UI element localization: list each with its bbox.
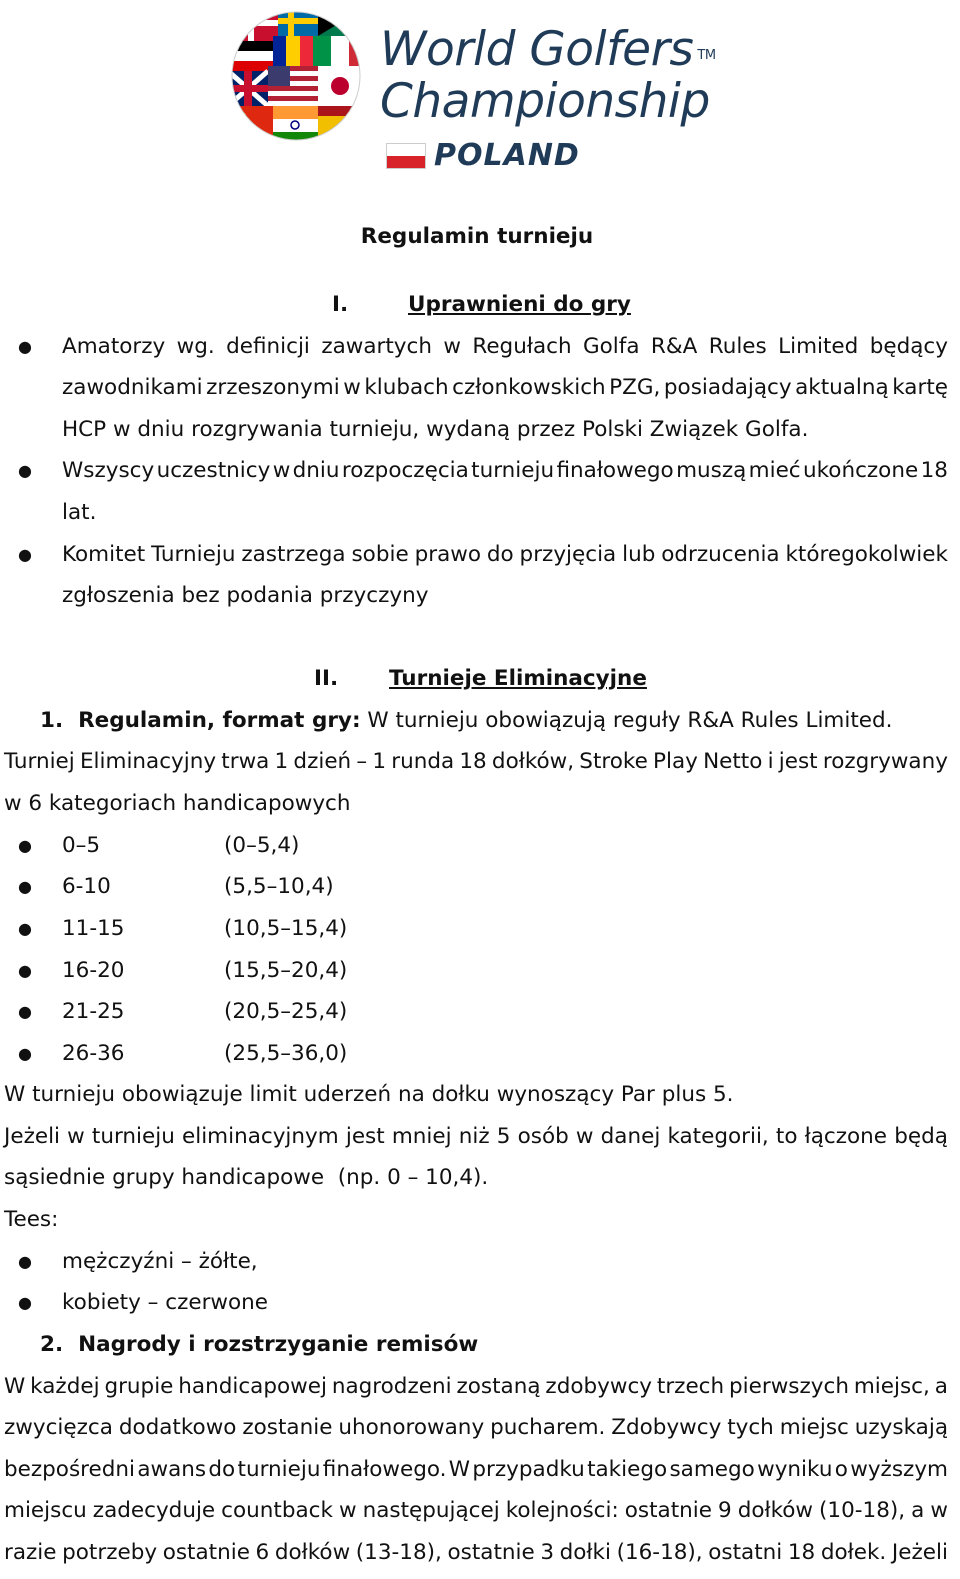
word: 18 (459, 749, 487, 774)
bullet-icon: ● (18, 461, 32, 480)
word: Play (653, 749, 698, 774)
word: dołki (559, 1540, 611, 1565)
bullet-icon: ● (18, 961, 32, 980)
section-2-heading: Turnieje Eliminacyjne (389, 666, 647, 691)
rules-format-line (40, 707, 892, 735)
word: Komitet (62, 542, 146, 567)
prizes-line (4, 1539, 948, 1567)
word: zwycięzca (4, 1415, 113, 1440)
logo (228, 6, 728, 176)
word: 18 (920, 458, 948, 483)
word: niż (458, 1124, 490, 1149)
word: trwa (221, 749, 270, 774)
word: w (67, 1124, 85, 1149)
word: następującej (362, 1498, 500, 1523)
eligibility-line (62, 333, 948, 361)
word: razie (4, 1540, 57, 1565)
word: rozgrywany (822, 749, 948, 774)
word: posiadający (663, 375, 792, 400)
word: zrzeszonymi (206, 375, 340, 400)
word: (10-18), (819, 1498, 906, 1523)
word: tych (727, 1415, 774, 1440)
word: dzień (293, 749, 352, 774)
word: Jeżeli (4, 1124, 61, 1149)
logo-country (386, 138, 580, 173)
word: do (208, 1457, 236, 1482)
age-line (62, 457, 948, 485)
word: wyniku (757, 1457, 833, 1482)
word: zastrzega (241, 542, 346, 567)
bullet-icon: ● (18, 1252, 32, 1271)
globe-flags-icon (228, 6, 368, 146)
word: 1 (372, 749, 387, 774)
category-range: (15,5–20,4) (224, 958, 348, 983)
bullet-icon: ● (18, 337, 32, 356)
word: potrzeby (62, 1540, 158, 1565)
word: eliminacyjnym (182, 1124, 339, 1149)
word: zostanie (242, 1415, 333, 1440)
word: Amatorzy (62, 334, 166, 359)
word: o (834, 1457, 848, 1482)
word: Eliminacyjny (79, 749, 217, 774)
word: 3 (540, 1540, 554, 1565)
word: turnieju (91, 1124, 175, 1149)
eligibility-line (62, 374, 948, 402)
word: definicji (226, 334, 310, 359)
bullet-icon: ● (18, 836, 32, 855)
word: uhonorowany (338, 1415, 485, 1440)
word: i (767, 749, 774, 774)
word: lub (622, 542, 656, 567)
word: w (575, 1124, 594, 1149)
rules-format-label: 1. Regulamin, format gry: (40, 708, 361, 733)
word: miejscu (4, 1498, 87, 1523)
word: dołków (737, 1498, 814, 1523)
category-group: 11-15 (62, 916, 125, 941)
word: odrzucenia (661, 542, 780, 567)
word: Turnieju (151, 542, 236, 567)
bullet-icon: ● (18, 545, 32, 564)
word: mniej (391, 1124, 452, 1149)
bullet-icon: ● (18, 1002, 32, 1021)
word: dodatkowo (118, 1415, 237, 1440)
word: ostatnie (624, 1498, 712, 1523)
word: dniu (292, 458, 340, 483)
word: prawo (414, 542, 481, 567)
category-group: 16-20 (62, 958, 125, 983)
category-range: (10,5–15,4) (224, 916, 348, 941)
word: finałowego. (322, 1457, 447, 1482)
word: Turniej (4, 749, 75, 774)
category-group: 26-36 (62, 1041, 125, 1066)
word: wyższym (850, 1457, 948, 1482)
word: kategorii, (667, 1124, 769, 1149)
word: miejsc, (853, 1374, 930, 1399)
word: uczestnicy (156, 458, 271, 483)
poland-flag-icon (386, 143, 426, 169)
word: Netto (703, 749, 763, 774)
word: nagrodzeni (331, 1374, 452, 1399)
word: Rules (708, 334, 767, 359)
word: będą (894, 1124, 948, 1149)
category-range: (0–5,4) (224, 833, 300, 858)
word: runda (391, 749, 455, 774)
word: pierwszych (729, 1374, 849, 1399)
word: R&A (650, 334, 698, 359)
logo-title-line2: Championship (380, 74, 710, 129)
logo-country-label: POLAND (434, 138, 580, 173)
word: miejsc (779, 1415, 849, 1440)
word: do (486, 542, 514, 567)
word: w (338, 1498, 357, 1523)
word: dołek. (820, 1540, 887, 1565)
category-group: 0–5 (62, 833, 101, 858)
rules-format-text: W turnieju obowiązują reguły R&A Rules Limited. (360, 708, 893, 733)
word: jest (345, 1124, 385, 1149)
word: jest (778, 749, 818, 774)
word: Wszyscy (62, 458, 155, 483)
format-description-line: w 6 kategoriach handicapowych (4, 791, 351, 816)
word: osób (517, 1124, 569, 1149)
word: a (934, 1374, 948, 1399)
word: – (356, 749, 368, 774)
word: w (343, 375, 361, 400)
word: ostatnie (447, 1540, 535, 1565)
word: Zdobywcy (611, 1415, 722, 1440)
word: ostatnie (162, 1540, 250, 1565)
word: ukończone (802, 458, 919, 483)
word: kolejności: (505, 1498, 619, 1523)
word: ostatni (708, 1540, 783, 1565)
category-group: 6-10 (62, 874, 111, 899)
section-1-numeral: I. (332, 292, 349, 317)
word: muszą (676, 458, 747, 483)
word: członkowskich (452, 375, 606, 400)
word: mieć (748, 458, 801, 483)
word: turnieju (237, 1457, 321, 1482)
word: countback (221, 1498, 333, 1523)
word: aktualną (795, 375, 889, 400)
category-range: (20,5–25,4) (224, 999, 348, 1024)
word: Regułach (472, 334, 572, 359)
word: (13-18), (355, 1540, 442, 1565)
word: danej (600, 1124, 661, 1149)
word: kartę (892, 375, 948, 400)
trademark-mark: TM (697, 48, 716, 63)
stroke-limit-line: W turnieju obowiązuje limit uderzeń na dołku wynoszący Par plus 5. (4, 1082, 734, 1107)
word: rozpoczęcia (341, 458, 469, 483)
prizes-line (4, 1414, 948, 1442)
word: któregokolwiek (785, 542, 948, 567)
word: Jeżeli (891, 1540, 948, 1565)
word: dołków, (491, 749, 575, 774)
bullet-icon: ● (18, 877, 32, 896)
committee-line (62, 541, 948, 569)
word: turnieju (471, 458, 555, 483)
word: 1 (274, 749, 289, 774)
page-title: Regulamin turnieju (360, 224, 594, 249)
word: Golfa (582, 334, 640, 359)
word: dołków (274, 1540, 351, 1565)
prizes-line (4, 1497, 948, 1525)
word: pucharem. (490, 1415, 606, 1440)
age-line: lat. (62, 500, 97, 525)
format-description-line (4, 748, 948, 776)
word: Limited (778, 334, 859, 359)
category-range: (5,5–10,4) (224, 874, 334, 899)
logo-wordmark (380, 24, 716, 128)
word: (16-18), (616, 1540, 703, 1565)
word: w (272, 458, 291, 483)
merge-groups-line: sąsiednie grupy handicapowe (np. 0 – 10,4). (4, 1165, 489, 1190)
word: to (775, 1124, 798, 1149)
word: finałowego (556, 458, 674, 483)
word: każdej (30, 1374, 100, 1399)
word: W (4, 1374, 26, 1399)
tee-item: mężczyźni – żółte, (62, 1249, 258, 1274)
word: zawartych (321, 334, 432, 359)
section-2-numeral: II. (314, 666, 339, 691)
word: bezpośredni (4, 1457, 136, 1482)
eligibility-line: HCP w dniu rozgrywania turnieju, wydaną przez Polski Związek Golfa. (62, 417, 809, 442)
word: zostaną (456, 1374, 541, 1399)
word: grupie (104, 1374, 174, 1399)
bullet-icon: ● (18, 1293, 32, 1312)
word: takiego (587, 1457, 668, 1482)
word: 6 (255, 1540, 270, 1565)
word: będący (869, 334, 948, 359)
word: klubach (364, 375, 449, 400)
word: Stroke (579, 749, 648, 774)
category-group: 21-25 (62, 999, 125, 1024)
committee-line: zgłoszenia bez podania przyczyny (62, 583, 429, 608)
word: 9 (717, 1498, 732, 1523)
word: sobie (351, 542, 409, 567)
prizes-line (4, 1373, 948, 1401)
word: zawodnikami (62, 375, 203, 400)
word: zdobywcy (545, 1374, 652, 1399)
logo-title-line1: World Golfers (380, 22, 694, 77)
word: łączone (804, 1124, 888, 1149)
word: w (443, 334, 461, 359)
word: uzyskają (854, 1415, 948, 1440)
word: 18 (787, 1540, 816, 1565)
word: PZG, (609, 375, 661, 400)
word: a (911, 1498, 925, 1523)
bullet-icon: ● (18, 919, 32, 938)
word: wg. (176, 334, 215, 359)
category-range: (25,5–36,0) (224, 1041, 348, 1066)
word: zadecyduje (92, 1498, 216, 1523)
word: W (448, 1457, 471, 1482)
tees-label: Tees: (4, 1207, 59, 1232)
tee-item: kobiety – czerwone (62, 1290, 269, 1315)
section-1-heading: Uprawnieni do gry (408, 292, 631, 317)
merge-groups-line (4, 1123, 948, 1151)
word: samego (669, 1457, 755, 1482)
prizes-line (4, 1456, 948, 1484)
word: handicapowej (178, 1374, 327, 1399)
word: awans (137, 1457, 207, 1482)
word: 5 (496, 1124, 511, 1149)
word: przyjęcia (519, 542, 617, 567)
bullet-icon: ● (18, 1044, 32, 1063)
prizes-heading: 2. Nagrody i rozstrzyganie remisów (40, 1332, 479, 1357)
word: przypadku (472, 1457, 585, 1482)
word: w (930, 1498, 948, 1523)
word: trzech (656, 1374, 725, 1399)
